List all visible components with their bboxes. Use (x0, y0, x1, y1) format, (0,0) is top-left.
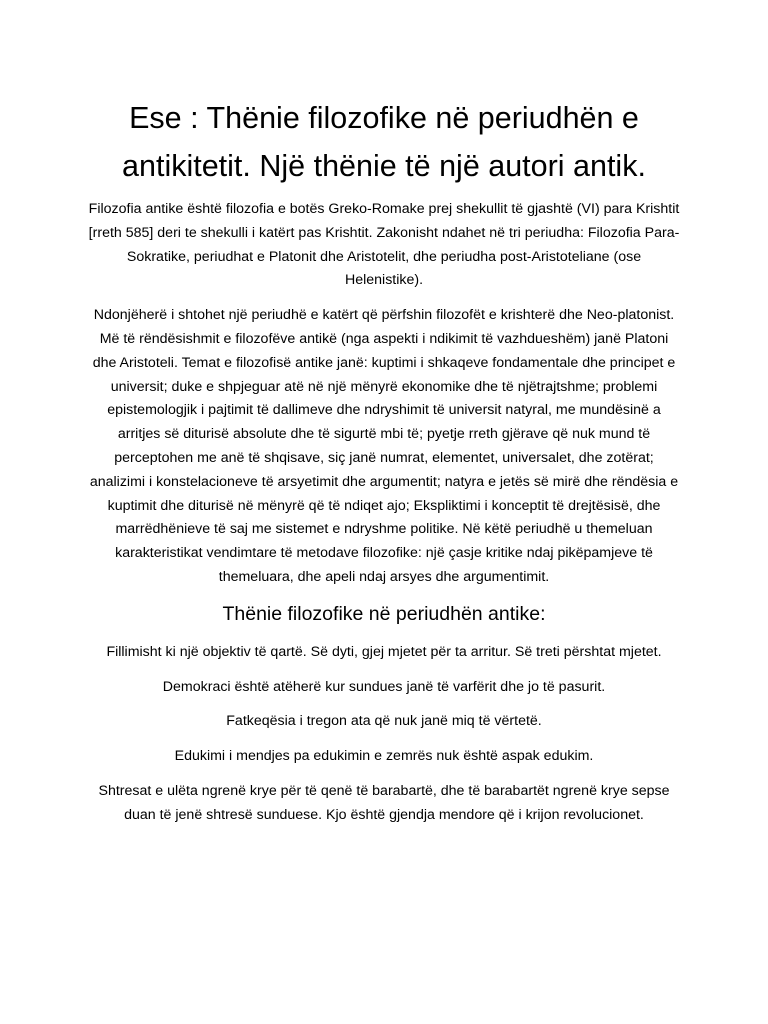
document-body (88, 94, 680, 839)
document-title: Ese : Thënie filozofike në periudhën e antikitetit. Një thënie të një autori antik. (122, 101, 646, 183)
quote-item: Demokraci është atëherë kur sundues janë të varfërit dhe jo të pasurit. (162, 678, 606, 695)
quote-item: Fatkeqësia i tregon ata që nuk janë miq të vërtetë. (226, 713, 542, 730)
intro-paragraph: Ndonjëherë i shtohet një periudhë e katërt që përfshin filozofët e krishterë dhe Neo-platonist. Më të rëndësishmit e filozofëve antikë (nga aspekti i ndikimit të vazhdueshëm) janë Platoni dhe Aristoteli. Temat e filozofisë antike janë: kuptimi i shkaqeve fondamentale dhe principet e universit; duke e shpjeguar atë në një mënyrë ekonomike dhe të njëtrajtshme; problemi epistemologjik i pajtimit të dallimeve dhe ndryshimit të universit natyral, me mundësinë a arritjes së diturisë absolute dhe të sigurtë mbi të; pyetje rreth gjërave që nuk mund të perceptohen me anë të shqisave, siç janë numrat, elementet, universalet, dhe zotërat; analizimi i konstelacioneve të arsyetimit dhe argumentit; natyra e jetës së mirë dhe rëndësia e kuptimit dhe diturisë në mënyrë që të ndiqet ajo; Ekspliktimi i konceptit të drejtësisë, dhe marrëdhënieve të saj me sistemet e ndryshme politike. Në këtë periudhë u themeluan karakteristikat vendimtare të metodave filozofike: një çasje kritike ndaj pikëpamjeve të themeluara, dhe apeli ndaj arsyes dhe argumentimit. (89, 307, 679, 585)
quote-item: Shtresat e ulëta ngrenë krye për të qenë të barabartë, dhe të barabartët ngrenë krye sepse duan të jenë shtresë sunduese. Kjo është gjendja mendore që i krijon revolucionet. (98, 782, 670, 823)
section-heading: Thënie filozofike në periudhën antike: (222, 602, 546, 625)
intro-paragraph: Filozofia antike është filozofia e botës Greko-Romake prej shekullit të gjashtë (VI) para Krishtit [rreth 585] deri te shekulli i katërt pas Krishtit. Zakonisht ndahet në tri periudha: Filozofia Para-Sokratike, periudhat e Platonit dhe Aristotelit, dhe periudha post-Aristoteliane (ose Helenistike). (88, 201, 680, 289)
quote-item: Fillimisht ki një objektiv të qartë. Së dyti, gjej mjetet për ta arritur. Së treti përshtat mjetet. (106, 643, 662, 660)
quote-item: Edukimi i mendjes pa edukimin e zemrës nuk është aspak edukim. (174, 748, 594, 765)
